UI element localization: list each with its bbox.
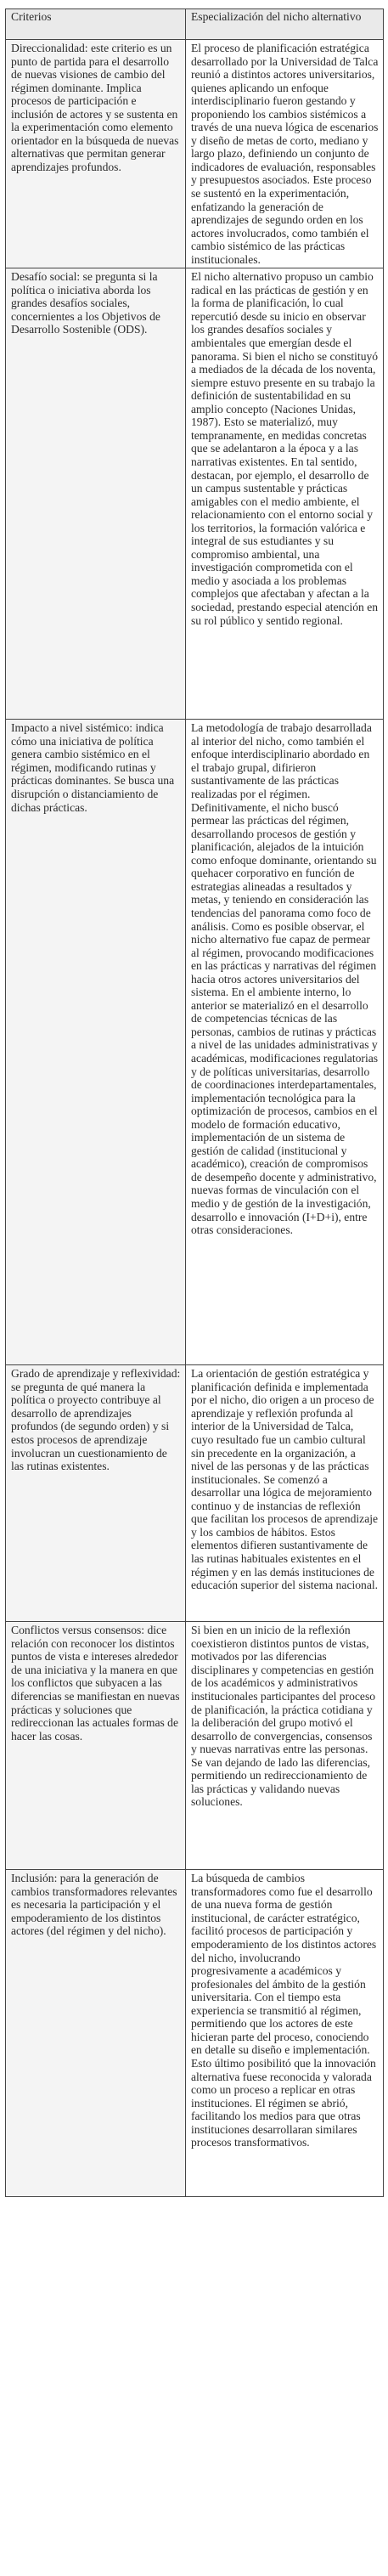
criterion-cell: Conflictos versus consensos: dice relación con reconocer los distintos puntos de vista e intereses alrededor de una iniciativa y la manera en que los conflictos que subyacen a las diferencias se manifiestan en nuevas prácticas y soluciones que redireccionan las actuales formas de hacer las cosas. [6,1622,186,1870]
table-row [6,720,384,1365]
specialization-cell: La metodología de trabajo desarrollada al interior del nicho, como también el enfoque interdisciplinario abordado en el trabajo grupal, difirieron sustantivamente de las prácticas realizadas por el régimen. Definitivamente, el nicho buscó permear las prácticas del régimen, desarrollando procesos de gestión y planificación, alejados de la intuición como enfoque dominante, orientando su quehacer corporativo en función de estrategias alineadas a resultados y metas, y teniendo en consideración las tendencias del panorama como foco de análisis. Como es posible observar, el nicho alternativo fue capaz de permear al régimen, provocando modificaciones en las prácticas y narrativas del régimen hacia otros actores universitarios del sistema. En el ambiente interno, lo anterior se materializó en el desarrollo de competencias técnicas de las personas, cambios de rutinas y prácticas a nivel de las unidades administrativas y académicas, modificaciones regulatorias y de políticas universitarias, desarrollo de coordinaciones interdepartamentales, implementación tecnológica para la optimización de procesos, cambios en el modelo de formación educativo, implementación de un sistema de gestión de calidad (institucional y académico), creación de compromisos de desempeño docente y administrativo, nuevas formas de vinculación con el medio y de gestión de la investigación, desarrollo e innovación (I+D+i), entre otras consideraciones. [186,720,384,1365]
specialization-cell: Si bien en un inicio de la reflexión coexistieron distintos puntos de vistas, motivados por las diferencias disciplinares y competencias en gestión de los académicos y administrativos institucionales participantes del proceso de planificación, la práctica cotidiana y la deliberación del grupo motivó el desarrollo de convergencias, consensos y nuevas narrativas entre las personas. Se van dejando de lado las diferencias, permitiendo un redireccionamiento de las prácticas y validando nuevas soluciones. [186,1622,384,1870]
table-row [6,1622,384,1870]
specialization-cell: El nicho alternativo propuso un cambio radical en las prácticas de gestión y en la forma de planificación, lo cual repercutió desde su inicio en observar los grandes desafíos sociales y ambientales que emergían desde el panorama. Si bien el nicho se constituyó a mediados de la década de los noventa, siempre estuvo presente en su trabajo la definición de sustentabilidad en su amplio concepto (Naciones Unidas, 1987). Esto se materializó, muy tempranamente, en medidas concretas que se adelantaron a la época y a las narrativas existentes. En tal sentido, destacan, por ejemplo, el desarrollo de un campus sustentable y prácticas amigables con el medio ambiente, el relacionamiento con el entorno social y los territorios, la formación valórica e integral de sus estudiantes y su compromiso ambiental, una investigación comprometida con el medio y asociada a los problemas complejos que afectaban y afectan a la sociedad, prestando especial atención en su rol público y sentido regional. [186,268,384,720]
criteria-table [5,8,384,2197]
criterion-cell: Inclusión: para la generación de cambios transformadores relevantes es necesaria la participación y el empoderamiento de los distintos actores (del régimen y del nicho). [6,1870,186,2197]
criterion-cell: Direccionalidad: este criterio es un punto de partida para el desarrollo de nuevas visiones de cambio del régimen dominante. Implica procesos de participación e inclusión de actores y se sustenta en la experimentación como elemento orientador en la búsqueda de nuevas alternativas que permitan generar aprendizajes profundos. [6,40,186,268]
criterion-cell: Impacto a nivel sistémico: indica cómo una iniciativa de política genera cambio sistémico en el régimen, modificando rutinas y prácticas dominantes. Se busca una disrupción o distanciamiento de dichas prácticas. [6,720,186,1365]
specialization-cell: La orientación de gestión estratégica y planificación definida e implementada por el nicho, dio origen a un proceso de aprendizaje y reflexión profunda al interior de la Universidad de Talca, cuyo resultado fue un cambio cultural sin precedente en la organización, a nivel de las personas y de las prácticas institucionales. Se comenzó a desarrollar una lógica de mejoramiento continuo y de instancias de reflexión que facilitan los procesos de aprendizaje y los cambios de hábitos. Estos elementos difieren sustantivamente de las rutinas habituales existentes en el régimen y en las demás instituciones de educación superior del sistema nacional. [186,1365,384,1622]
table-row [6,268,384,720]
table-row [6,1365,384,1622]
specialization-cell: La búsqueda de cambios transformadores como fue el desarrollo de una nueva forma de gestión institucional, de carácter estratégico, facilitó procesos de participación y empoderamiento de los distintos actores del nicho, involucrando progresivamente a académicos y profesionales del ámbito de la gestión universitaria. Con el tiempo esta experiencia se transmitió al régimen, permitiendo que los actores de este hicieran parte del proceso, conociendo en detalle su diseño e implementación. Esto último posibilitó que la innovación alternativa fuese reconocida y valorada como un proceso a replicar en otras instituciones. El régimen se abrió, facilitando los medios para que otras instituciones desarrollaran similares procesos transformativos. [186,1870,384,2197]
criterion-cell: Grado de aprendizaje y reflexividad: se pregunta de qué manera la política o proyecto contribuye al desarrollo de aprendizajes profundos (de segundo orden) y si estos procesos de aprendizaje involucran un cuestionamiento de las rutinas existentes. [6,1365,186,1622]
header-criterion: Criterios [6,9,186,40]
specialization-cell: El proceso de planificación estratégica desarrollado por la Universidad de Talca reunió a distintos actores universitarios, quienes aplicando un enfoque interdisciplinario fueron gestando y proponiendo los cambios sistémicos a través de una nueva lógica de escenarios y diseño de metas de corto, mediano y largo plazo, definiendo un conjunto de indicadores de evaluación, responsables y presupuestos asociados. Este proceso se sustentó en la experimentación, enfatizando la generación de aprendizajes de segundo orden en los actores involucrados, como también el cambio sistémico de las prácticas institucionales. [186,40,384,268]
table-row [6,1870,384,2197]
table-row [6,40,384,268]
header-specialization: Especialización del nicho alternativo [186,9,384,40]
criterion-cell: Desafío social: se pregunta si la política o iniciativa aborda los grandes desafíos sociales, concernientes a los Objetivos de Desarrollo Sostenible (ODS). [6,268,186,720]
table-header-row [6,9,384,40]
